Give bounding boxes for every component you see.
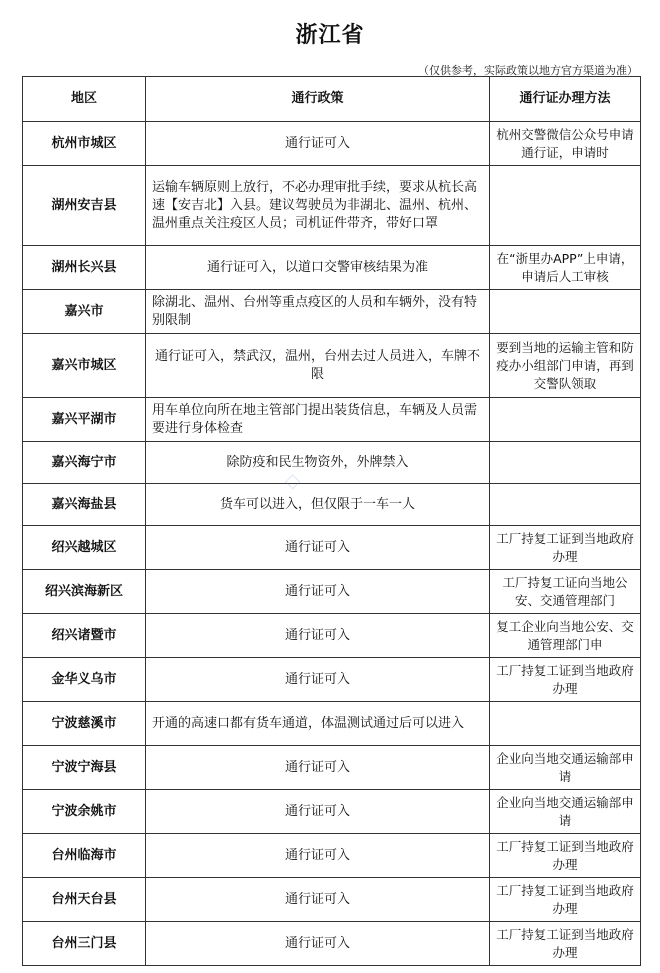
table-header-row bbox=[23, 77, 641, 122]
cell-policy: 通行证可入，禁武汉，温州，台州去过人员进入，车牌不限 bbox=[146, 334, 490, 398]
cell-method bbox=[490, 398, 641, 442]
cell-policy: 运输车辆原则上放行，不必办理审批手续，要求从杭长高速【安吉北】入县。建议驾驶员为非湖北、温州、杭州、温州重点关注疫区人员；司机证件带齐，带好口罩 bbox=[146, 166, 490, 246]
watermark: ◇ bbox=[285, 468, 301, 492]
cell-policy: 通行证可入 bbox=[146, 658, 490, 702]
table-row bbox=[23, 290, 641, 334]
table-row bbox=[23, 398, 641, 442]
header-region: 地区 bbox=[23, 77, 146, 122]
table-row bbox=[23, 702, 641, 746]
cell-policy: 通行证可入 bbox=[146, 922, 490, 966]
cell-method: 工厂持复工证到当地政府办理 bbox=[490, 526, 641, 570]
table-row bbox=[23, 614, 641, 658]
cell-method bbox=[490, 702, 641, 746]
table-row bbox=[23, 570, 641, 614]
cell-region: 嘉兴市 bbox=[23, 290, 146, 334]
table-row bbox=[23, 526, 641, 570]
cell-method: 企业向当地交通运输部申请 bbox=[490, 790, 641, 834]
table-row bbox=[23, 484, 641, 526]
table-row bbox=[23, 922, 641, 966]
cell-region: 宁波慈溪市 bbox=[23, 702, 146, 746]
cell-region: 嘉兴海盐县 bbox=[23, 484, 146, 526]
header-policy: 通行政策 bbox=[146, 77, 490, 122]
cell-region: 湖州安吉县 bbox=[23, 166, 146, 246]
cell-method bbox=[490, 166, 641, 246]
cell-region: 嘉兴平湖市 bbox=[23, 398, 146, 442]
cell-region: 绍兴诸暨市 bbox=[23, 614, 146, 658]
cell-region: 绍兴越城区 bbox=[23, 526, 146, 570]
cell-method: 杭州交警微信公众号申请通行证，申请时 bbox=[490, 122, 641, 166]
cell-method: 工厂持复工证向当地公安、交通管理部门 bbox=[490, 570, 641, 614]
cell-method: 工厂持复工证到当地政府办理 bbox=[490, 878, 641, 922]
cell-method bbox=[490, 484, 641, 526]
cell-region: 杭州市城区 bbox=[23, 122, 146, 166]
cell-method bbox=[490, 290, 641, 334]
table-row bbox=[23, 166, 641, 246]
cell-policy: 用车单位向所在地主管部门提出装货信息，车辆及人员需要进行身体检查 bbox=[146, 398, 490, 442]
cell-region: 宁波宁海县 bbox=[23, 746, 146, 790]
cell-policy: 开通的高速口都有货车通道，体温测试通过后可以进入 bbox=[146, 702, 490, 746]
disclaimer-note: （仅供参考，实际政策以地方官方渠道为准） bbox=[418, 64, 638, 77]
cell-region: 湖州长兴县 bbox=[23, 246, 146, 290]
cell-method: 工厂持复工证到当地政府办理 bbox=[490, 922, 641, 966]
cell-region: 金华义乌市 bbox=[23, 658, 146, 702]
page-title: 浙江省 bbox=[295, 23, 365, 48]
cell-policy: 通行证可入 bbox=[146, 122, 490, 166]
cell-method: 工厂持复工证到当地政府办理 bbox=[490, 658, 641, 702]
cell-method: 企业向当地交通运输部申请 bbox=[490, 746, 641, 790]
cell-region: 台州三门县 bbox=[23, 922, 146, 966]
cell-policy: 通行证可入 bbox=[146, 570, 490, 614]
table-row bbox=[23, 658, 641, 702]
cell-method: 工厂持复工证到当地政府办理 bbox=[490, 834, 641, 878]
header-method: 通行证办理方法 bbox=[490, 77, 641, 122]
table-row bbox=[23, 878, 641, 922]
table-row bbox=[23, 790, 641, 834]
cell-region: 嘉兴海宁市 bbox=[23, 442, 146, 484]
cell-region: 宁波余姚市 bbox=[23, 790, 146, 834]
table-row bbox=[23, 834, 641, 878]
table-row bbox=[23, 122, 641, 166]
cell-policy: 通行证可入 bbox=[146, 878, 490, 922]
cell-region: 嘉兴市城区 bbox=[23, 334, 146, 398]
cell-policy: 通行证可入 bbox=[146, 746, 490, 790]
table-row bbox=[23, 246, 641, 290]
cell-region: 绍兴滨海新区 bbox=[23, 570, 146, 614]
cell-region: 台州天台县 bbox=[23, 878, 146, 922]
cell-policy: 通行证可入 bbox=[146, 790, 490, 834]
table-body bbox=[23, 122, 641, 966]
cell-policy: 除防疫和民生物资外，外牌禁入 bbox=[146, 442, 490, 484]
cell-method bbox=[490, 442, 641, 484]
cell-policy: 通行证可入 bbox=[146, 526, 490, 570]
cell-region: 台州临海市 bbox=[23, 834, 146, 878]
cell-policy: 货车可以进入，但仅限于一车一人 bbox=[146, 484, 490, 526]
policy-table bbox=[22, 76, 641, 966]
cell-method: 复工企业向当地公安、交通管理部门申 bbox=[490, 614, 641, 658]
cell-method: 在“浙里办APP”上申请，申请后人工审核 bbox=[490, 246, 641, 290]
table-row bbox=[23, 746, 641, 790]
cell-method: 要到当地的运输主管和防疫办小组部门申请，再到交警队领取 bbox=[490, 334, 641, 398]
cell-policy: 通行证可入 bbox=[146, 614, 490, 658]
cell-policy: 通行证可入，以道口交警审核结果为准 bbox=[146, 246, 490, 290]
cell-policy: 通行证可入 bbox=[146, 834, 490, 878]
cell-policy: 除湖北、温州、台州等重点疫区的人员和车辆外，没有特别限制 bbox=[146, 290, 490, 334]
table-row bbox=[23, 334, 641, 398]
table-row bbox=[23, 442, 641, 484]
